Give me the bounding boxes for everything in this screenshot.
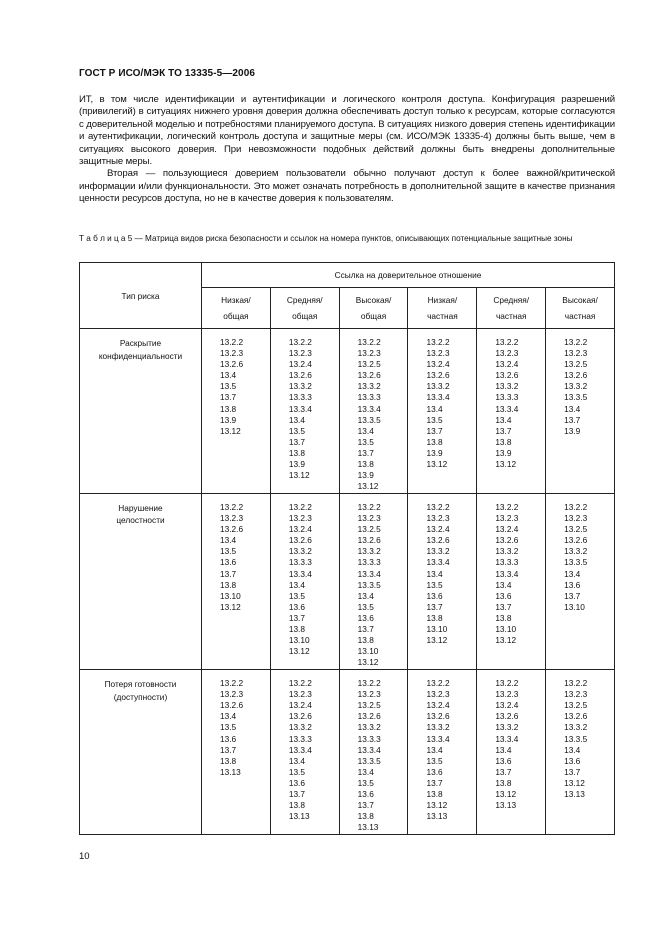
clause-ref: 13.7: [357, 623, 374, 634]
clause-ref: 13.2.3: [288, 348, 312, 359]
clause-ref: 13.5: [357, 436, 374, 447]
clause-ref: 13.3.5: [357, 414, 381, 425]
clause-ref: 13.7: [357, 447, 374, 458]
clause-ref: 13.4: [357, 590, 374, 601]
clause-ref: 13.3.2: [426, 381, 450, 392]
clause-refs-cell: [477, 670, 546, 835]
clause-ref: 13.8: [426, 436, 443, 447]
clause-ref: 13.3.2: [495, 546, 519, 557]
clause-ref: 13.4: [564, 403, 581, 414]
clause-ref: 13.8: [220, 579, 237, 590]
risk-type-cell: [80, 670, 202, 835]
clause-ref: 13.3.2: [288, 546, 312, 557]
clause-ref: 13.8: [220, 755, 237, 766]
clause-ref: 13.3.2: [564, 546, 588, 557]
clause-ref: 13.2.4: [288, 359, 312, 370]
clause-ref: 13.2.3: [426, 689, 450, 700]
clause-ref: 13.6: [495, 590, 512, 601]
clause-ref: 13.5: [426, 414, 443, 425]
clause-ref: 13.2.6: [357, 370, 381, 381]
clause-ref: 13.4: [426, 568, 443, 579]
document-header: ГОСТ Р ИСО/МЭК ТО 13335-5—2006: [79, 68, 256, 79]
clause-ref: 13.4: [495, 744, 512, 755]
clause-refs-cell: [202, 670, 271, 835]
clause-ref: 13.7: [426, 601, 443, 612]
clause-ref: 13.4: [426, 744, 443, 755]
clause-ref: 13.9: [220, 414, 237, 425]
clause-ref: 13.2.2: [564, 678, 588, 689]
clause-ref: 13.2.4: [288, 700, 312, 711]
table-body: [80, 329, 615, 835]
clause-refs-cell: [546, 670, 615, 835]
risk-matrix-table: [79, 262, 615, 835]
clause-ref: 13.12: [495, 459, 517, 470]
clause-refs-cell: [477, 329, 546, 494]
clause-ref: 13.4: [564, 568, 581, 579]
table-row: [80, 493, 615, 669]
sub-header-2: [270, 288, 339, 329]
clause-ref: 13.2.6: [564, 711, 588, 722]
clause-refs-cell: [477, 493, 546, 669]
clause-ref: 13.3.5: [564, 557, 588, 568]
clause-ref: 13.3.4: [288, 403, 312, 414]
clause-ref: 13.3.2: [288, 722, 312, 733]
clause-ref: 13.2.2: [495, 501, 519, 512]
sub-header-line: Средняя/: [286, 295, 323, 305]
clause-ref: 13.7: [564, 590, 581, 601]
clause-ref: 13.4: [288, 414, 305, 425]
clause-ref: 13.8: [495, 612, 512, 623]
clause-ref: 13.2.5: [357, 524, 381, 535]
clause-ref: 13.6: [495, 755, 512, 766]
clause-ref: 13.2.2: [220, 501, 244, 512]
clause-ref: 13.5: [220, 722, 237, 733]
clause-ref: 13.3.5: [357, 755, 381, 766]
clause-ref: 13.2.5: [357, 700, 381, 711]
clause-ref: 13.12: [564, 777, 585, 788]
clause-ref: 13.3.5: [564, 392, 588, 403]
clause-ref: 13.5: [220, 546, 237, 557]
clause-ref: 13.7: [220, 744, 237, 755]
clause-ref: 13.3.2: [357, 381, 381, 392]
clause-ref: 13.7: [288, 788, 305, 799]
clause-refs-cell: [408, 493, 477, 669]
clause-ref: 13.3.2: [426, 546, 450, 557]
clause-ref: 13.2.2: [426, 501, 450, 512]
clause-ref: 13.3.3: [288, 733, 312, 744]
risk-type-line: целостности: [116, 515, 165, 526]
clause-ref: 13.2.3: [288, 513, 312, 524]
clause-ref: 13.2.6: [288, 535, 312, 546]
clause-ref: 13.2.2: [220, 337, 244, 347]
clause-ref: 13.3.5: [564, 733, 588, 744]
clause-ref: 13.2.4: [495, 524, 519, 535]
clause-ref: 13.3.4: [288, 744, 312, 755]
clause-ref: 13.2.3: [495, 513, 519, 524]
body-text: [79, 94, 615, 206]
clause-ref: 13.4: [220, 535, 237, 546]
risk-type-line: Нарушение: [118, 502, 163, 513]
clause-ref: 13.8: [357, 635, 374, 646]
clause-refs-cell: [270, 493, 339, 669]
clause-refs-cell: [339, 329, 408, 494]
clause-ref: 13.5: [288, 425, 305, 436]
clause-ref: 13.2.2: [220, 678, 244, 689]
clause-ref: 13.3.3: [357, 733, 381, 744]
clause-ref: 13.2.2: [288, 501, 312, 512]
clause-ref: 13.10: [495, 623, 517, 634]
sub-header-line: Высокая/: [355, 295, 392, 305]
clause-ref: 13.2.6: [288, 370, 312, 381]
clause-ref: 13.5: [288, 766, 305, 777]
col-header-risk-type: Тип риска: [80, 263, 202, 329]
clause-refs-cell: [546, 493, 615, 669]
clause-ref: 13.2.3: [564, 689, 588, 700]
clause-ref: 13.3.3: [288, 557, 312, 568]
clause-ref: 13.12: [495, 788, 517, 799]
clause-ref: 13.9: [288, 459, 305, 470]
clause-refs-cell: [408, 329, 477, 494]
clause-ref: 13.6: [357, 788, 374, 799]
clause-ref: 13.2.5: [564, 524, 588, 535]
clause-ref: 13.3.4: [426, 733, 450, 744]
clause-ref: 13.2.2: [495, 678, 519, 689]
clause-ref: 13.3.3: [495, 392, 519, 403]
clause-ref: 13.2.4: [426, 359, 450, 370]
clause-ref: 13.4: [495, 579, 512, 590]
clause-ref: 13.3.4: [357, 744, 381, 755]
clause-ref: 13.10: [357, 646, 379, 657]
col-header-trust-group: Ссылка на доверительное отношение: [202, 263, 615, 288]
clause-ref: 13.12: [426, 459, 448, 470]
clause-ref: 13.7: [564, 766, 581, 777]
clause-ref: 13.2.4: [495, 359, 519, 370]
clause-ref: 13.10: [288, 635, 310, 646]
clause-ref: 13.3.4: [357, 403, 381, 414]
clause-ref: 13.4: [220, 711, 237, 722]
clause-ref: 13.8: [357, 459, 374, 470]
clause-ref: 13.8: [288, 800, 305, 811]
clause-ref: 13.12: [495, 635, 517, 646]
clause-ref: 13.2.6: [357, 711, 381, 722]
clause-ref: 13.3.2: [357, 546, 381, 557]
clause-ref: 13.2.5: [357, 359, 381, 370]
clause-ref: 13.2.3: [357, 689, 381, 700]
table-caption: Т а б л и ц а 5 — Матрица видов риска безопасности и ссылок на номера пунктов, описывающих потенциальные защитные зоны: [79, 234, 573, 243]
clause-ref: 13.4: [288, 755, 305, 766]
clause-ref: 13.13: [426, 811, 448, 822]
clause-ref: 13.7: [220, 392, 237, 403]
clause-ref: 13.2.6: [426, 711, 450, 722]
clause-ref: 13.2.6: [495, 535, 519, 546]
clause-ref: 13.10: [426, 623, 448, 634]
clause-ref: 13.13: [564, 788, 585, 799]
clause-ref: 13.4: [495, 414, 512, 425]
clause-ref: 13.8: [495, 777, 512, 788]
clause-ref: 13.6: [357, 612, 374, 623]
clause-ref: 13.12: [357, 481, 379, 492]
clause-ref: 13.2.6: [495, 711, 519, 722]
clause-ref: 13.10: [564, 601, 585, 612]
clause-ref: 13.7: [288, 436, 305, 447]
clause-ref: 13.3.4: [495, 568, 519, 579]
sub-header-5: [477, 288, 546, 329]
clause-refs-cell: [339, 670, 408, 835]
clause-ref: 13.2.5: [564, 359, 588, 370]
clause-ref: 13.7: [357, 800, 374, 811]
clause-ref: 13.3.4: [426, 557, 450, 568]
clause-ref: 13.8: [220, 403, 237, 414]
sub-header-line: частная: [427, 311, 458, 321]
clause-ref: 13.2.4: [426, 524, 450, 535]
risk-type-line: Потеря готовности: [104, 679, 177, 690]
clause-ref: 13.2.3: [426, 513, 450, 524]
clause-ref: 13.2.3: [220, 348, 244, 359]
clause-ref: 13.7: [426, 777, 443, 788]
clause-ref: 13.6: [564, 755, 581, 766]
clause-ref: 13.12: [220, 425, 241, 436]
clause-ref: 13.3.3: [495, 557, 519, 568]
clause-ref: 13.7: [495, 601, 512, 612]
clause-ref: 13.6: [288, 601, 305, 612]
clause-ref: 13.3.3: [357, 557, 381, 568]
clause-ref: 13.3.2: [288, 381, 312, 392]
clause-ref: 13.9: [426, 447, 443, 458]
clause-ref: 13.2.3: [495, 348, 519, 359]
clause-ref: 13.2.6: [495, 370, 519, 381]
clause-ref: 13.2.3: [288, 689, 312, 700]
clause-ref: 13.7: [288, 612, 305, 623]
clause-refs-cell: [546, 329, 615, 494]
clause-ref: 13.3.4: [495, 733, 519, 744]
clause-ref: 13.12: [357, 657, 379, 668]
clause-ref: 13.2.6: [220, 700, 244, 711]
clause-ref: 13.4: [564, 744, 581, 755]
clause-ref: 13.13: [220, 766, 241, 777]
sub-header-line: частная: [564, 311, 596, 321]
page-number: 10: [79, 851, 90, 862]
clause-ref: 13.4: [357, 425, 374, 436]
clause-ref: 13.2.3: [357, 348, 381, 359]
clause-ref: 13.10: [220, 590, 241, 601]
clause-ref: 13.12: [426, 635, 448, 646]
clause-ref: 13.3.3: [357, 392, 381, 403]
clause-refs-cell: [339, 493, 408, 669]
clause-ref: 13.6: [426, 590, 443, 601]
clause-ref: 13.6: [426, 766, 443, 777]
clause-ref: 13.5: [220, 381, 237, 392]
clause-ref: 13.7: [495, 766, 512, 777]
clause-ref: 13.12: [426, 800, 448, 811]
clause-refs-cell: [202, 493, 271, 669]
clause-ref: 13.2.3: [495, 689, 519, 700]
clause-ref: 13.2.3: [564, 348, 588, 359]
clause-refs-cell: [202, 329, 271, 494]
clause-ref: 13.8: [426, 788, 443, 799]
risk-type-cell: [80, 329, 202, 494]
sub-header-line: частная: [495, 311, 527, 321]
clause-ref: 13.2.3: [357, 513, 381, 524]
clause-ref: 13.6: [288, 777, 305, 788]
clause-ref: 13.9: [495, 447, 512, 458]
clause-ref: 13.3.2: [564, 722, 588, 733]
table-row: [80, 329, 615, 494]
sub-header-line: Низкая/: [427, 295, 458, 305]
sub-header-line: общая: [360, 311, 387, 321]
clause-ref: 13.12: [288, 646, 310, 657]
clause-ref: 13.6: [564, 579, 581, 590]
clause-ref: 13.3.2: [564, 381, 588, 392]
clause-ref: 13.3.2: [357, 722, 381, 733]
clause-ref: 13.6: [220, 557, 237, 568]
sub-header-6: [546, 288, 615, 329]
clause-ref: 13.2.2: [426, 337, 450, 347]
clause-ref: 13.3.2: [495, 381, 519, 392]
paragraph-2: Вторая — пользующиеся доверием пользователи обычно получают доступ к более важной/критической информации и/или функциональности. Это может означать потребность в дополнительной защите в качестве признания ценности ресурсов доступа, но не в качестве доверия к пользователям.: [79, 168, 615, 205]
clause-ref: 13.2.5: [564, 700, 588, 711]
clause-ref: 13.3.2: [426, 722, 450, 733]
clause-ref: 13.2.3: [564, 513, 588, 524]
sub-header-line: общая: [292, 311, 318, 321]
clause-ref: 13.6: [220, 733, 237, 744]
clause-ref: 13.2.3: [220, 513, 244, 524]
clause-ref: 13.4: [220, 370, 237, 381]
clause-ref: 13.4: [357, 766, 374, 777]
clause-ref: 13.2.6: [220, 524, 244, 535]
clause-ref: 13.5: [357, 777, 374, 788]
clause-ref: 13.2.6: [426, 535, 450, 546]
clause-ref: 13.2.2: [357, 501, 381, 512]
clause-ref: 13.2.6: [426, 370, 450, 381]
clause-ref: 13.3.2: [495, 722, 519, 733]
sub-header-line: Средняя/: [493, 295, 530, 305]
clause-ref: 13.12: [288, 470, 310, 481]
clause-ref: 13.7: [495, 425, 512, 436]
clause-ref: 13.8: [495, 436, 512, 447]
clause-ref: 13.3.5: [357, 579, 381, 590]
clause-ref: 13.2.2: [288, 678, 312, 689]
risk-type-cell: [80, 493, 202, 669]
sub-header-1: [202, 288, 271, 329]
clause-ref: 13.2.2: [357, 678, 381, 689]
risk-type-line: конфиденциальности: [98, 350, 183, 361]
paragraph-1: ИТ, в том числе идентификации и аутентификации и логического контроля доступа. Конфигурация разрешений (привилегий) в ситуациях нижнего уровня доверия должна обеспечивать доступ только к ресурсам, которые согласуются с доверительной моделью и потребностями планируемого доступа. В ситуациях низкого доверия степень идентификации и аутентификации, логический контроль доступа и защитные меры (см. ИСО/МЭК 13335-4) должны быть выше, чем в ситуациях высокого доверия. При невозможности подобных действий должны быть внедрены дополнительные защитные меры.: [79, 94, 615, 168]
clause-ref: 13.2.2: [288, 337, 312, 347]
clause-ref: 13.2.2: [495, 337, 519, 347]
sub-header-line: общая: [223, 311, 249, 321]
risk-type-line: Раскрытие: [119, 338, 162, 348]
clause-ref: 13.3.4: [288, 568, 312, 579]
clause-ref: 13.5: [426, 579, 443, 590]
clause-ref: 13.8: [288, 623, 305, 634]
clause-ref: 13.7: [220, 568, 237, 579]
clause-refs-cell: [270, 670, 339, 835]
clause-ref: 13.2.6: [564, 535, 588, 546]
clause-ref: 13.2.4: [495, 700, 519, 711]
clause-ref: 13.2.6: [220, 359, 244, 370]
clause-ref: 13.4: [426, 403, 443, 414]
clause-ref: 13.7: [426, 425, 443, 436]
clause-ref: 13.13: [495, 800, 517, 811]
clause-ref: 13.3.4: [426, 392, 450, 403]
clause-ref: 13.8: [426, 612, 443, 623]
clause-ref: 13.2.3: [426, 348, 450, 359]
clause-ref: 13.8: [357, 811, 374, 822]
risk-type-line: (доступности): [113, 691, 168, 702]
clause-ref: 13.5: [288, 590, 305, 601]
clause-ref: 13.2.2: [564, 501, 588, 512]
sub-header-3: [339, 288, 408, 329]
clause-ref: 13.4: [288, 579, 305, 590]
clause-ref: 13.2.6: [564, 370, 588, 381]
sub-header-4: [408, 288, 477, 329]
clause-ref: 13.3.3: [288, 392, 312, 403]
clause-ref: 13.12: [220, 601, 241, 612]
clause-ref: 13.3.4: [357, 568, 381, 579]
clause-ref: 13.2.3: [220, 689, 244, 700]
clause-ref: 13.9: [564, 425, 581, 436]
clause-ref: 13.2.6: [288, 711, 312, 722]
clause-ref: 13.5: [357, 601, 374, 612]
clause-ref: 13.13: [357, 822, 379, 833]
sub-header-line: Низкая/: [221, 295, 251, 305]
clause-ref: 13.13: [288, 811, 310, 822]
clause-ref: 13.8: [288, 447, 305, 458]
clause-ref: 13.7: [564, 414, 581, 425]
clause-refs-cell: [270, 329, 339, 494]
clause-ref: 13.2.2: [564, 337, 588, 347]
sub-header-line: Высокая/: [562, 295, 598, 305]
clause-ref: 13.2.4: [288, 524, 312, 535]
clause-ref: 13.5: [426, 755, 443, 766]
table-row: [80, 670, 615, 835]
clause-ref: 13.2.2: [426, 678, 450, 689]
clause-refs-cell: [408, 670, 477, 835]
clause-ref: 13.2.2: [357, 337, 381, 347]
clause-ref: 13.2.4: [426, 700, 450, 711]
clause-ref: 13.9: [357, 470, 374, 481]
clause-ref: 13.3.4: [495, 403, 519, 414]
clause-ref: 13.2.6: [357, 535, 381, 546]
